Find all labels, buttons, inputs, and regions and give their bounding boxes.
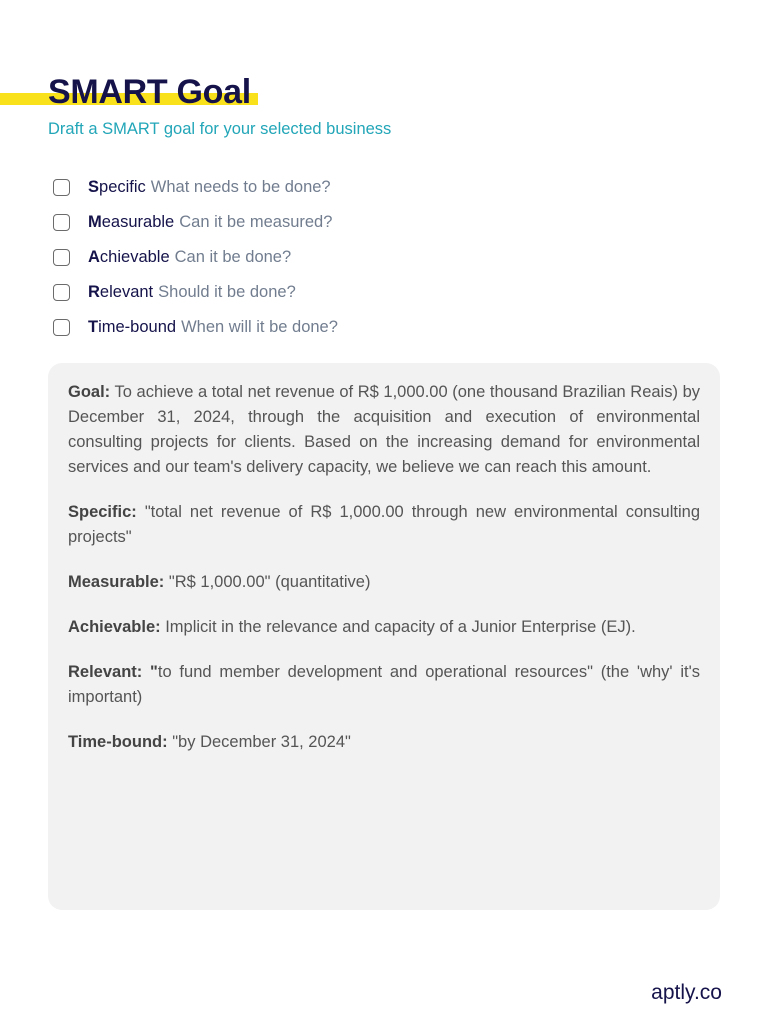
- criterion-letter: R: [88, 283, 100, 301]
- criterion-letter: A: [88, 248, 100, 266]
- criterion-question: When will it be done?: [181, 318, 338, 336]
- checklist-item-time-bound: [53, 310, 338, 345]
- specific-paragraph: [68, 500, 700, 550]
- time-bound-paragraph: [68, 730, 700, 755]
- relevant-paragraph: [68, 660, 700, 710]
- criterion-letter: S: [88, 178, 100, 196]
- specific-label: Specific:: [68, 503, 137, 521]
- criterion-question: Can it be done?: [174, 248, 292, 266]
- goal-answer-card: [48, 363, 720, 910]
- goal-text: To achieve a total net revenue of R$ 1,000.00 (one thousand Brazilian Reais) by December 31, 2024, through the acquisition and execution of environmental consulting projects for clients. Based on the increasing demand for environmental services and our team's delivery capacity, we believe we can reach this amount.: [68, 383, 700, 476]
- checklist-item-specific: [53, 170, 338, 205]
- achievable-checkbox[interactable]: [53, 249, 70, 266]
- time-bound-text: "by December 31, 2024": [172, 733, 351, 751]
- criterion-name: easurable: [101, 213, 175, 231]
- criterion-name: pecific: [99, 178, 146, 196]
- goal-paragraph: [68, 380, 700, 480]
- checklist-item-achievable: [53, 240, 338, 275]
- time-bound-label: Time-bound:: [68, 733, 168, 751]
- achievable-paragraph: [68, 615, 700, 640]
- page-title: SMART Goal: [48, 73, 251, 111]
- criterion-name: ime-bound: [98, 318, 177, 336]
- page-subtitle: Draft a SMART goal for your selected business: [48, 120, 392, 138]
- criterion-question: Can it be measured?: [179, 213, 333, 231]
- smart-checklist: [53, 170, 338, 345]
- time-bound-checkbox[interactable]: [53, 319, 70, 336]
- specific-checkbox[interactable]: [53, 179, 70, 196]
- criterion-name: chievable: [99, 248, 170, 266]
- achievable-text: Implicit in the relevance and capacity of a Junior Enterprise (EJ).: [165, 618, 636, 636]
- achievable-label: Achievable:: [68, 618, 161, 636]
- measurable-label: Measurable:: [68, 573, 165, 591]
- specific-text: "total net revenue of R$ 1,000.00 through new environmental consulting projects": [68, 503, 700, 546]
- checklist-item-relevant: [53, 275, 338, 310]
- relevant-text: to fund member development and operational resources" (the 'why' it's important): [68, 663, 700, 706]
- criterion-question: Should it be done?: [158, 283, 296, 301]
- relevant-label: Relevant: ": [68, 663, 158, 681]
- measurable-checkbox[interactable]: [53, 214, 70, 231]
- criterion-letter: T: [88, 318, 99, 336]
- checklist-item-measurable: [53, 205, 338, 240]
- measurable-text: "R$ 1,000.00" (quantitative): [168, 573, 371, 591]
- criterion-name: elevant: [99, 283, 154, 301]
- criterion-question: What needs to be done?: [150, 178, 331, 196]
- brand-logo: aptly.co: [651, 981, 722, 1004]
- measurable-paragraph: [68, 570, 700, 595]
- criterion-letter: M: [88, 213, 102, 231]
- goal-label: Goal:: [68, 383, 111, 401]
- relevant-checkbox[interactable]: [53, 284, 70, 301]
